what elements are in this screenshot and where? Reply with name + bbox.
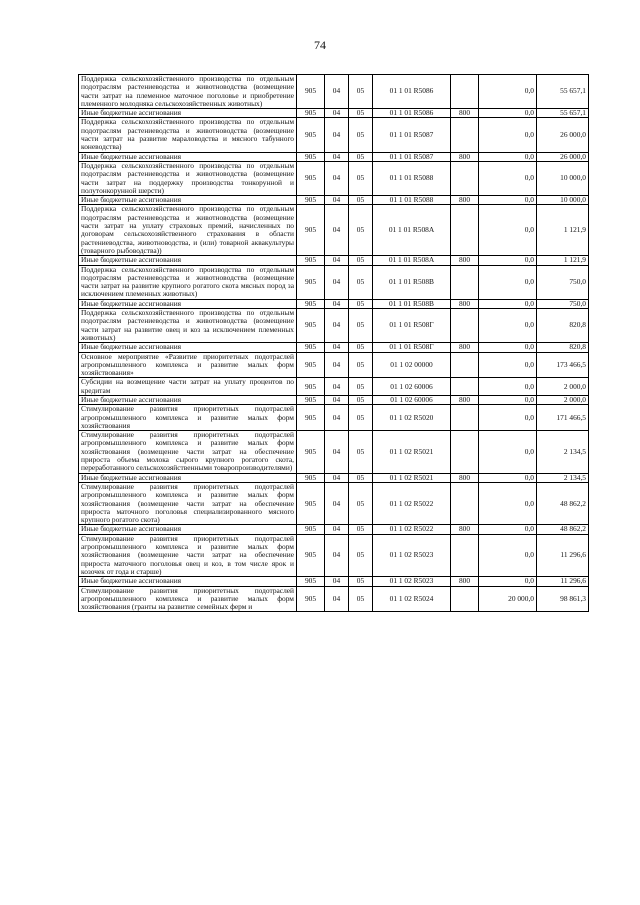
grbs-cell: 905 xyxy=(297,534,325,576)
row-name: Иные бюджетные ассигнования xyxy=(79,109,297,118)
amount-2-cell: 820,8 xyxy=(537,309,589,343)
table-row xyxy=(79,265,589,299)
table-row xyxy=(79,118,589,152)
expense-type-cell xyxy=(451,205,479,256)
expense-type-cell: 800 xyxy=(451,256,479,265)
row-name: Иные бюджетные ассигнования xyxy=(79,525,297,534)
subsection-cell: 05 xyxy=(349,256,373,265)
table-row xyxy=(79,256,589,265)
subsection-cell: 05 xyxy=(349,395,373,404)
section-cell: 04 xyxy=(325,343,349,352)
amount-1-cell: 0,0 xyxy=(479,431,537,473)
table-row xyxy=(79,378,589,396)
amount-1-cell: 20 000,0 xyxy=(479,586,537,612)
section-cell: 04 xyxy=(325,205,349,256)
amount-1-cell: 0,0 xyxy=(479,256,537,265)
subsection-cell: 05 xyxy=(349,109,373,118)
grbs-cell: 905 xyxy=(297,352,325,378)
amount-2-cell: 48 862,2 xyxy=(537,482,589,524)
amount-2-cell: 10 000,0 xyxy=(537,196,589,205)
target-article-cell: 01 1 02 R5021 xyxy=(373,431,451,473)
amount-2-cell: 11 296,6 xyxy=(537,534,589,576)
row-name: Иные бюджетные ассигнования xyxy=(79,577,297,586)
section-cell: 04 xyxy=(325,109,349,118)
section-cell: 04 xyxy=(325,577,349,586)
expense-type-cell xyxy=(451,352,479,378)
target-article-cell: 01 1 01 R508В xyxy=(373,265,451,299)
target-article-cell: 01 1 01 R508В xyxy=(373,299,451,308)
grbs-cell: 905 xyxy=(297,205,325,256)
grbs-cell: 905 xyxy=(297,343,325,352)
amount-1-cell: 0,0 xyxy=(479,343,537,352)
subsection-cell: 05 xyxy=(349,577,373,586)
table-row xyxy=(79,482,589,524)
expense-type-cell xyxy=(451,161,479,195)
table-body xyxy=(79,75,589,612)
amount-1-cell: 0,0 xyxy=(479,352,537,378)
target-article-cell: 01 1 02 R5021 xyxy=(373,473,451,482)
grbs-cell: 905 xyxy=(297,378,325,396)
target-article-cell: 01 1 02 R5023 xyxy=(373,534,451,576)
grbs-cell: 905 xyxy=(297,265,325,299)
section-cell: 04 xyxy=(325,482,349,524)
grbs-cell: 905 xyxy=(297,118,325,152)
subsection-cell: 05 xyxy=(349,152,373,161)
amount-1-cell: 0,0 xyxy=(479,205,537,256)
row-name: Стимулирование развития приоритетных подотраслей агропромышленного комплекса и развитие малых форм хозяйствования (гранты на развитие семейных ферм и xyxy=(79,586,297,612)
grbs-cell: 905 xyxy=(297,196,325,205)
expense-type-cell: 800 xyxy=(451,152,479,161)
amount-1-cell: 0,0 xyxy=(479,299,537,308)
expense-type-cell: 800 xyxy=(451,343,479,352)
expense-type-cell xyxy=(451,534,479,576)
amount-1-cell: 0,0 xyxy=(479,577,537,586)
target-article-cell: 01 1 01 R5087 xyxy=(373,118,451,152)
expense-type-cell xyxy=(451,482,479,524)
grbs-cell: 905 xyxy=(297,299,325,308)
section-cell: 04 xyxy=(325,256,349,265)
amount-2-cell: 2 134,5 xyxy=(537,431,589,473)
table-row xyxy=(79,161,589,195)
amount-2-cell: 55 657,1 xyxy=(537,75,589,109)
expense-type-cell xyxy=(451,378,479,396)
section-cell: 04 xyxy=(325,75,349,109)
target-article-cell: 01 1 01 R5086 xyxy=(373,109,451,118)
target-article-cell: 01 1 01 R508А xyxy=(373,205,451,256)
row-name: Иные бюджетные ассигнования xyxy=(79,395,297,404)
row-name: Иные бюджетные ассигнования xyxy=(79,196,297,205)
subsection-cell: 05 xyxy=(349,352,373,378)
expense-type-cell xyxy=(451,431,479,473)
expense-type-cell xyxy=(451,118,479,152)
target-article-cell: 01 1 01 R508А xyxy=(373,256,451,265)
amount-2-cell: 2 000,0 xyxy=(537,378,589,396)
grbs-cell: 905 xyxy=(297,577,325,586)
table-row xyxy=(79,205,589,256)
table-row xyxy=(79,534,589,576)
grbs-cell: 905 xyxy=(297,256,325,265)
subsection-cell: 05 xyxy=(349,75,373,109)
section-cell: 04 xyxy=(325,265,349,299)
amount-2-cell: 55 657,1 xyxy=(537,109,589,118)
amount-1-cell: 0,0 xyxy=(479,378,537,396)
amount-2-cell: 750,0 xyxy=(537,265,589,299)
grbs-cell: 905 xyxy=(297,161,325,195)
expense-type-cell xyxy=(451,405,479,431)
expense-type-cell: 800 xyxy=(451,109,479,118)
amount-2-cell: 26 000,0 xyxy=(537,118,589,152)
table-row xyxy=(79,586,589,612)
row-name: Поддержка сельскохозяйственного производства по отдельным подотраслям растениеводства и животноводства (возмещение части затрат на развитие мараловодства и мясного табунного коневодства) xyxy=(79,118,297,152)
expense-type-cell xyxy=(451,309,479,343)
target-article-cell: 01 1 02 R5022 xyxy=(373,482,451,524)
section-cell: 04 xyxy=(325,525,349,534)
row-name: Основное мероприятие «Развитие приоритетных подотраслей агропромышленного комплекса и развитие малых форм хозяйствования» xyxy=(79,352,297,378)
subsection-cell: 05 xyxy=(349,525,373,534)
target-article-cell: 01 1 02 R5022 xyxy=(373,525,451,534)
target-article-cell: 01 1 01 R508Г xyxy=(373,343,451,352)
row-name: Иные бюджетные ассигнования xyxy=(79,299,297,308)
amount-2-cell: 750,0 xyxy=(537,299,589,308)
row-name: Стимулирование развития приоритетных подотраслей агропромышленного комплекса и развитие малых форм хозяйствования (возмещение части затрат на обеспечение прироста маточного поголовья специализированного мясного крупного рогатого скота) xyxy=(79,482,297,524)
amount-2-cell: 171 466,5 xyxy=(537,405,589,431)
subsection-cell: 05 xyxy=(349,205,373,256)
section-cell: 04 xyxy=(325,118,349,152)
target-article-cell: 01 1 01 R5088 xyxy=(373,161,451,195)
subsection-cell: 05 xyxy=(349,309,373,343)
amount-1-cell: 0,0 xyxy=(479,118,537,152)
expense-type-cell: 800 xyxy=(451,395,479,404)
table-row xyxy=(79,431,589,473)
expense-type-cell xyxy=(451,586,479,612)
row-name: Субсидии на возмещение части затрат на уплату процентов по кредитам xyxy=(79,378,297,396)
subsection-cell: 05 xyxy=(349,482,373,524)
table-row xyxy=(79,309,589,343)
subsection-cell: 05 xyxy=(349,265,373,299)
amount-1-cell: 0,0 xyxy=(479,309,537,343)
target-article-cell: 01 1 01 R5086 xyxy=(373,75,451,109)
expense-type-cell: 800 xyxy=(451,525,479,534)
amount-1-cell: 0,0 xyxy=(479,109,537,118)
section-cell: 04 xyxy=(325,161,349,195)
amount-1-cell: 0,0 xyxy=(479,161,537,195)
subsection-cell: 05 xyxy=(349,161,373,195)
subsection-cell: 05 xyxy=(349,473,373,482)
subsection-cell: 05 xyxy=(349,196,373,205)
grbs-cell: 905 xyxy=(297,309,325,343)
grbs-cell: 905 xyxy=(297,75,325,109)
subsection-cell: 05 xyxy=(349,534,373,576)
row-name: Поддержка сельскохозяйственного производства по отдельным подотраслям растениеводства и животноводства (возмещение части затрат на поддержку производства тонкорунной и полутонкорунной шерсти) xyxy=(79,161,297,195)
section-cell: 04 xyxy=(325,196,349,205)
amount-1-cell: 0,0 xyxy=(479,152,537,161)
amount-2-cell: 11 296,6 xyxy=(537,577,589,586)
target-article-cell: 01 1 02 60006 xyxy=(373,395,451,404)
section-cell: 04 xyxy=(325,534,349,576)
table-row xyxy=(79,405,589,431)
subsection-cell: 05 xyxy=(349,378,373,396)
target-article-cell: 01 1 01 R5087 xyxy=(373,152,451,161)
amount-1-cell: 0,0 xyxy=(479,395,537,404)
amount-2-cell: 10 000,0 xyxy=(537,161,589,195)
expense-type-cell: 800 xyxy=(451,473,479,482)
amount-1-cell: 0,0 xyxy=(479,196,537,205)
subsection-cell: 05 xyxy=(349,343,373,352)
subsection-cell: 05 xyxy=(349,405,373,431)
section-cell: 04 xyxy=(325,152,349,161)
amount-2-cell: 1 121,9 xyxy=(537,256,589,265)
subsection-cell: 05 xyxy=(349,586,373,612)
target-article-cell: 01 1 02 R5023 xyxy=(373,577,451,586)
section-cell: 04 xyxy=(325,586,349,612)
row-name: Поддержка сельскохозяйственного производства по отдельным подотраслям растениеводства и животноводства (возмещение части затрат на развитие крупного рогатого скота мясных пород за исключением племенных животных) xyxy=(79,265,297,299)
table-row xyxy=(79,577,589,586)
grbs-cell: 905 xyxy=(297,152,325,161)
section-cell: 04 xyxy=(325,431,349,473)
target-article-cell: 01 1 02 00000 xyxy=(373,352,451,378)
amount-2-cell: 26 000,0 xyxy=(537,152,589,161)
amount-2-cell: 98 861,3 xyxy=(537,586,589,612)
section-cell: 04 xyxy=(325,378,349,396)
row-name: Иные бюджетные ассигнования xyxy=(79,473,297,482)
amount-2-cell: 2 000,0 xyxy=(537,395,589,404)
grbs-cell: 905 xyxy=(297,395,325,404)
grbs-cell: 905 xyxy=(297,482,325,524)
section-cell: 04 xyxy=(325,473,349,482)
amount-1-cell: 0,0 xyxy=(479,534,537,576)
amount-1-cell: 0,0 xyxy=(479,473,537,482)
table-row xyxy=(79,352,589,378)
expense-type-cell xyxy=(451,75,479,109)
expense-type-cell xyxy=(451,265,479,299)
page-number: 74 xyxy=(314,38,326,52)
table-row xyxy=(79,525,589,534)
row-name: Поддержка сельскохозяйственного производства по отдельным подотраслям растениеводства и животноводства (возмещение части затрат на развитие овец и коз за исключением племенных животных) xyxy=(79,309,297,343)
amount-1-cell: 0,0 xyxy=(479,525,537,534)
row-name: Стимулирование развития приоритетных подотраслей агропромышленного комплекса и развитие малых форм хозяйствования xyxy=(79,405,297,431)
target-article-cell: 01 1 02 R5024 xyxy=(373,586,451,612)
amount-2-cell: 48 862,2 xyxy=(537,525,589,534)
grbs-cell: 905 xyxy=(297,431,325,473)
section-cell: 04 xyxy=(325,352,349,378)
subsection-cell: 05 xyxy=(349,118,373,152)
amount-1-cell: 0,0 xyxy=(479,482,537,524)
amount-1-cell: 0,0 xyxy=(479,405,537,431)
target-article-cell: 01 1 02 60006 xyxy=(373,378,451,396)
grbs-cell: 905 xyxy=(297,473,325,482)
expense-type-cell: 800 xyxy=(451,577,479,586)
target-article-cell: 01 1 02 R5020 xyxy=(373,405,451,431)
section-cell: 04 xyxy=(325,299,349,308)
section-cell: 04 xyxy=(325,309,349,343)
amount-2-cell: 1 121,9 xyxy=(537,205,589,256)
amount-2-cell: 2 134,5 xyxy=(537,473,589,482)
target-article-cell: 01 1 01 R508Г xyxy=(373,309,451,343)
amount-2-cell: 820,8 xyxy=(537,343,589,352)
row-name: Стимулирование развития приоритетных подотраслей агропромышленного комплекса и развитие малых форм хозяйствования (возмещение части затрат на обеспечение прироста маточного поголовья овец и коз, в том числе ярок и козочек от года и старше) xyxy=(79,534,297,576)
grbs-cell: 905 xyxy=(297,586,325,612)
amount-1-cell: 0,0 xyxy=(479,265,537,299)
grbs-cell: 905 xyxy=(297,405,325,431)
target-article-cell: 01 1 01 R5088 xyxy=(373,196,451,205)
amount-1-cell: 0,0 xyxy=(479,75,537,109)
row-name: Иные бюджетные ассигнования xyxy=(79,343,297,352)
section-cell: 04 xyxy=(325,405,349,431)
budget-table xyxy=(78,74,589,612)
section-cell: 04 xyxy=(325,395,349,404)
grbs-cell: 905 xyxy=(297,109,325,118)
row-name: Поддержка сельскохозяйственного производства по отдельным подотраслям растениеводства и животноводства (возмещение части затрат на уплату страховых премий, начисленных по договорам сельскохозяйственного страхования в области растениеводства, животноводства, и (или) товарной аквакультуры (товарного рыбоводства)) xyxy=(79,205,297,256)
subsection-cell: 05 xyxy=(349,431,373,473)
row-name: Иные бюджетные ассигнования xyxy=(79,256,297,265)
expense-type-cell: 800 xyxy=(451,299,479,308)
grbs-cell: 905 xyxy=(297,525,325,534)
amount-2-cell: 173 466,5 xyxy=(537,352,589,378)
expense-type-cell: 800 xyxy=(451,196,479,205)
table-row xyxy=(79,75,589,109)
table-row xyxy=(79,343,589,352)
row-name: Иные бюджетные ассигнования xyxy=(79,152,297,161)
row-name: Поддержка сельскохозяйственного производства по отдельным подотраслям растениеводства и животноводства (возмещение части затрат на племенное маточное поголовье и приобретение племенного молодняка сельскохозяйственных животных) xyxy=(79,75,297,109)
row-name: Стимулирование развития приоритетных подотраслей агропромышленного комплекса и развитие малых форм хозяйствования (возмещение части затрат на обеспечение прироста объема молока сырого крупного рогатого скота, переработанного сельскохозяйственными товаропроизводителями) xyxy=(79,431,297,473)
subsection-cell: 05 xyxy=(349,299,373,308)
